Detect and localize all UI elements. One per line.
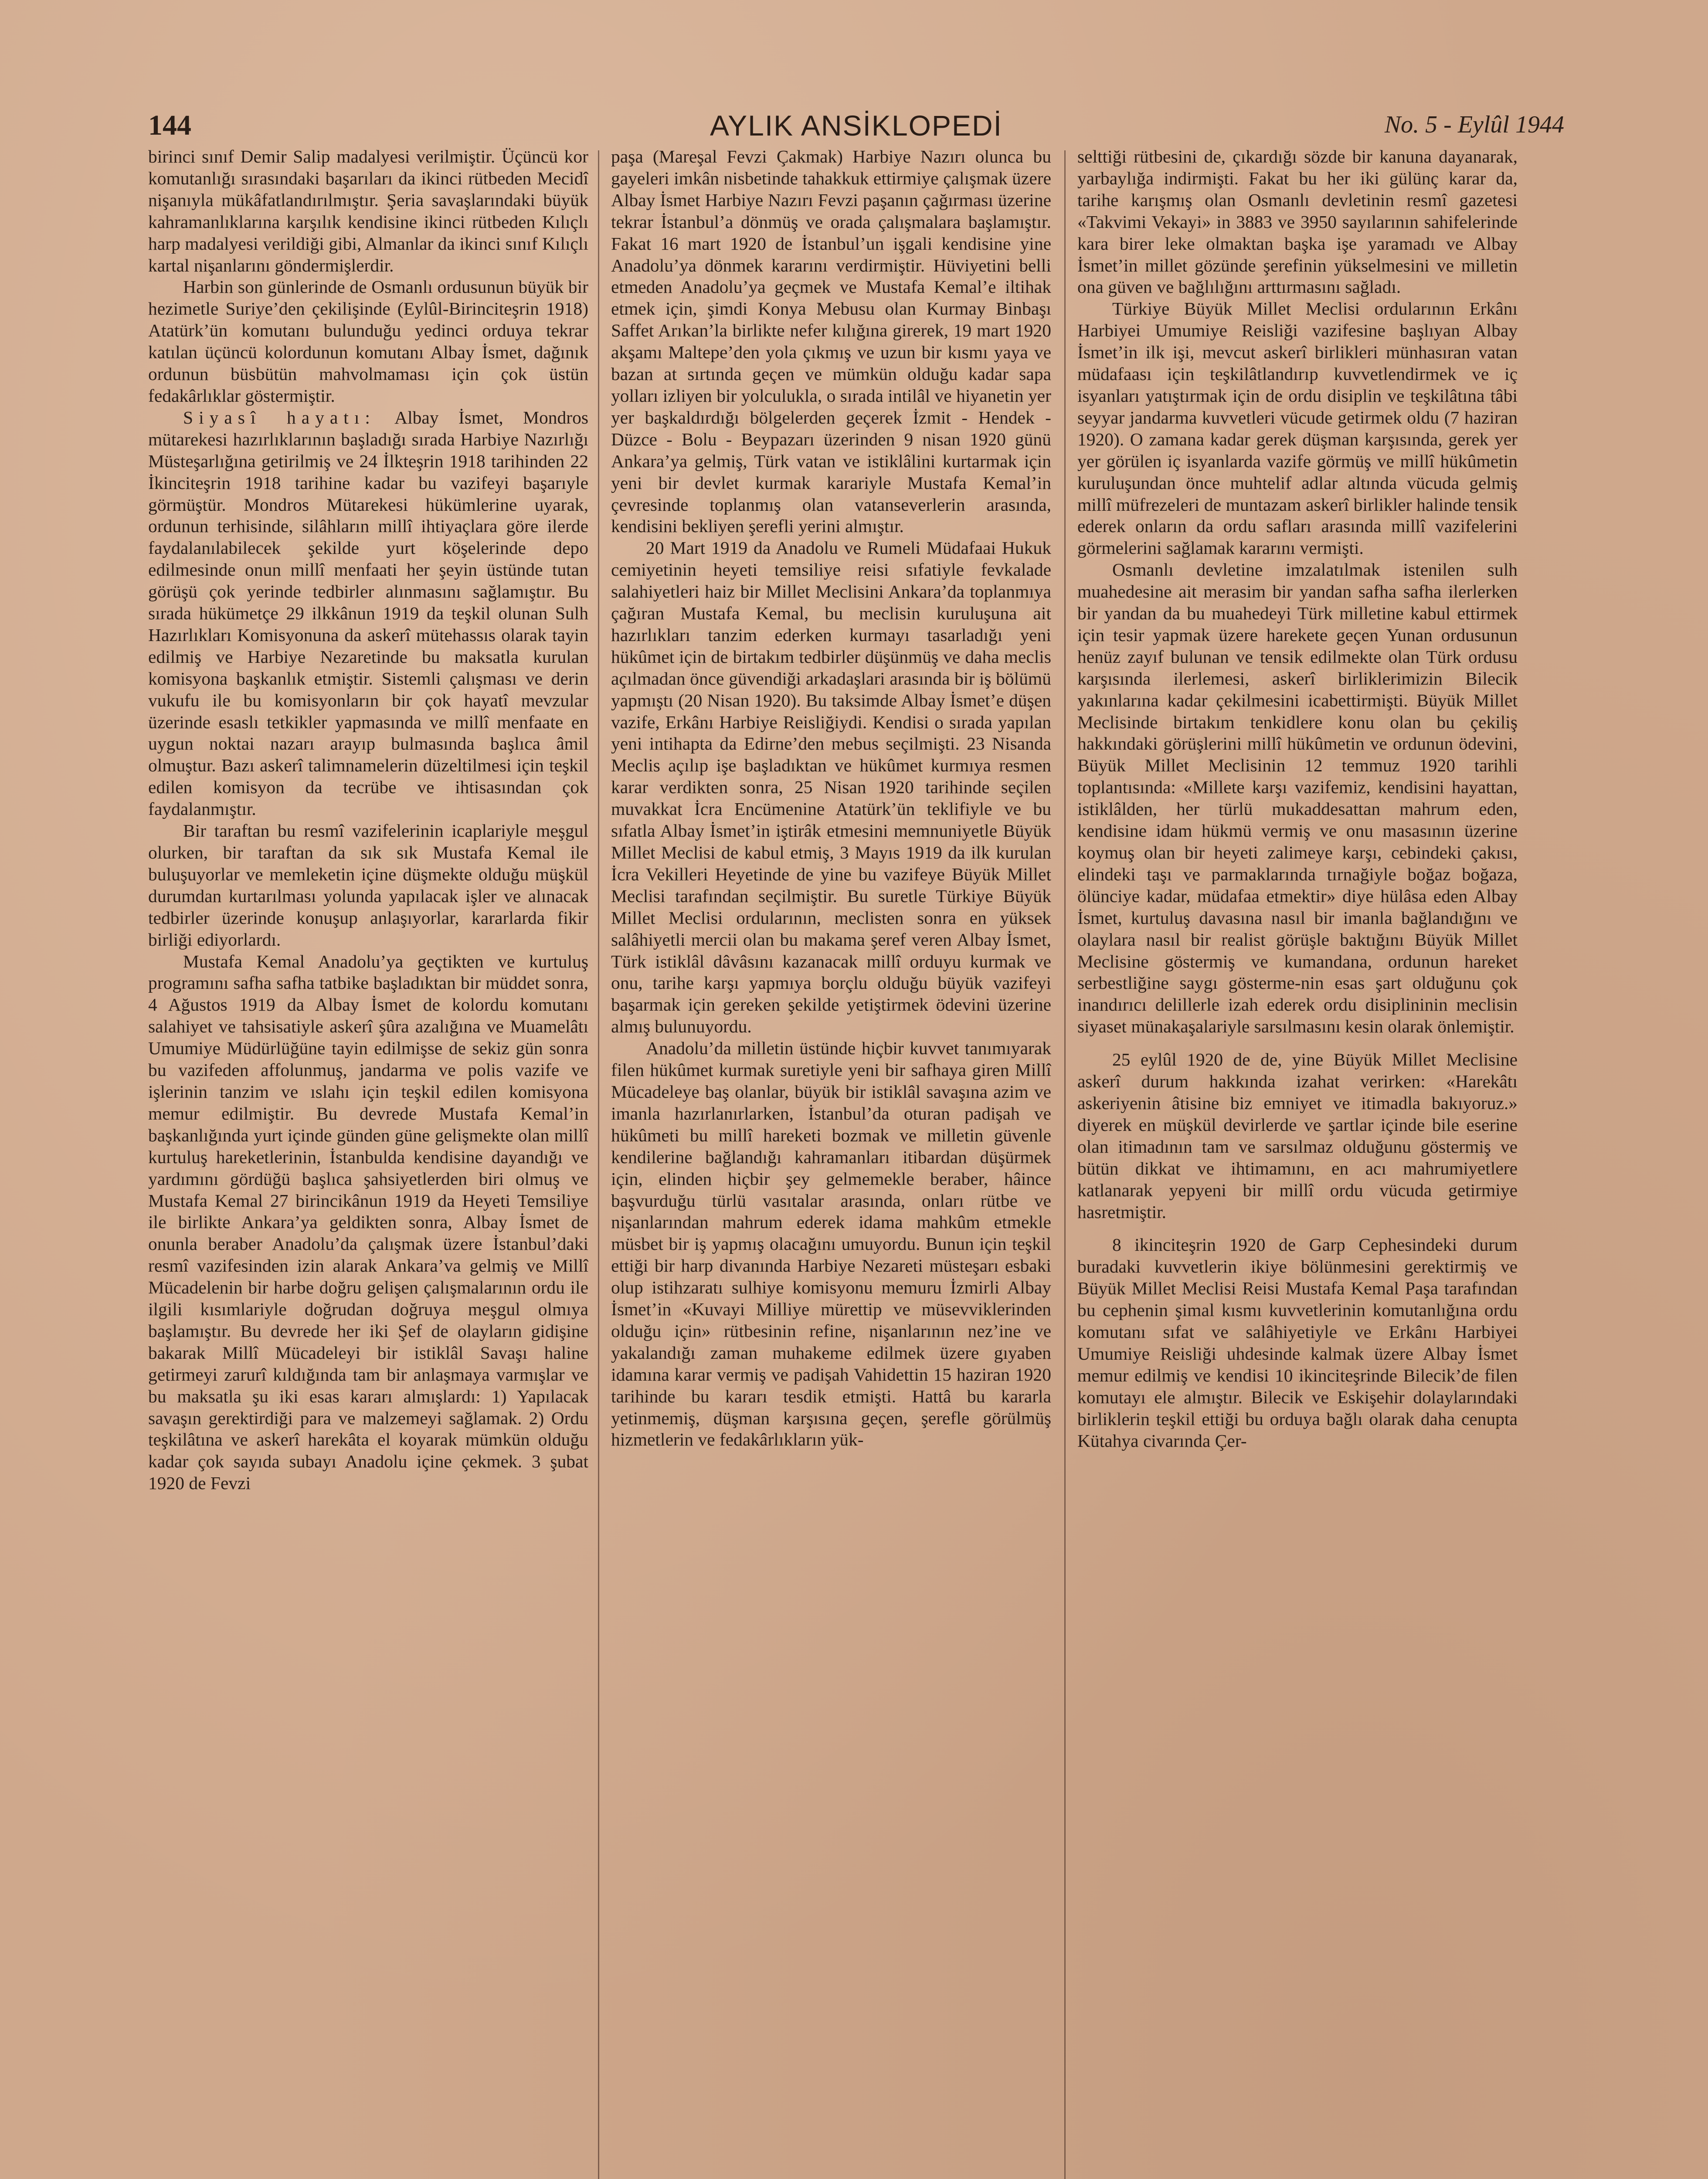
section-lead: Siyasî hayatı: (183, 407, 376, 428)
issue-info: No. 5 - Eylûl 1944 (1384, 111, 1564, 138)
paragraph (611, 146, 1051, 537)
paragraph-text: Türkiye Büyük Millet Meclisi ordularının Erkânı Harbiyei Umumiye Reisliği vazifesine başlıyan Albay İsmet’in ilk işi, mevcut askerî birlikleri münhasıran vatan müdafaası için teşkilâtlandırıp kuvvetlendirmek ve iç isyanları yatıştırmak için de ordu disiplin ve teşkilâtına tâbi seyyar jandarma kuvvetleri vücude getirmek oldu (7 haziran 1920). O zamana kadar gerek düşman karşısında, gerek yer yer görülen iç isyanlarda vazife görmüş ve millî hükûmetin kuruluşundan önce muhtelif adlar altında vücuda gelmiş millî müfrezeleri de muntazam askerî birlikler halinde tensik ederek onların da ordu safları arasında millî vazifelerini görmelerini sağlamak kararını vermişti. (1077, 299, 1518, 558)
paragraph (1077, 1049, 1518, 1223)
paragraph (148, 276, 588, 407)
paragraph-text: Albay İsmet, Mondros mütarekesi hazırlıklarının başladığı sırada Harbiye Nazırlığı Müsteşarlığına getirilmiş ve 24 İlkteşrin 1918 tarihinden 22 İkinciteşrin 1918 tarihine kadar bu vazifeyi başarıyle görmüştür. Mondros Mütarekesi hükümlerine uyarak, ordunun terhisinde, silâhların millî ihtiyaçlara göre ilerde faydalanılabilecek şekilde yurt köşelerinde depo edilmesinde onun millî menfaati her şeyin üstünde tutan görüşü çok yerinde tedbirler alınmasını sağlamıştır. Bu sırada hükümetçe 29 ilkkânun 1919 da teşkil olunan Sulh Hazırlıkları Komisyonuna da askerî mütehassıs olarak tayin edilmiş ve Harbiye Nezaretinde bu maksatla kurulan komisyona başkanlık etmiştir. Sistemli çalışması ve derin vukufu ile bu komisyonların bir çok hayatî mevzular üzerinde esaslı tetkikler yapmasında ve millî menfaate en uygun noktai nazarı arayıp bulmasında başlıca âmil olmuştur. Bazı askerî talimnamelerin düzeltilmesi için teşkil edilen komisyon da tecrübe ve ihtisasından çok faydalanmıştır. (148, 407, 588, 819)
paragraph-text: selttiği rütbesini de, çıkardığı sözde bir kanuna dayanarak, yarbaylığa indirmişti. Fakat bu her iki gülünç karar da, tarihe karışmış olan Osmanlı devletinin resmî gazetesi «Takvimi Vekayi» in 3883 ve 3950 sayılarının sahifelerinde kara birer leke olmaktan başka işe yaramadı ve Albay İsmet’in millet gözünde şerefinin yükselmesini ve milletin ona güven ve bağlılığını arttırmasını sağladı. (1077, 146, 1518, 297)
paragraph-text: birinci sınıf Demir Salip madalyesi verilmiştir. Üçüncü kor komutanlığı sırasındaki başarıları da ikinci rütbeden Mecidî nişanıyla mükâfatlandırılmıştır. Şeria savaşlarındaki büyük kahramanlıklarına karşılık kendisine ikinci rütbeden Kılıçlı harp madalyesi verildiği gibi, Almanlar da ikinci sınıf Kılıçlı kartal nişanlarını göndermişlerdir. (148, 146, 588, 275)
paragraph (611, 1038, 1051, 1451)
paragraph (1077, 559, 1518, 1038)
paragraph (1077, 298, 1518, 559)
column-rule (598, 150, 599, 2179)
paragraph (611, 537, 1051, 1038)
paragraph-text: Mustafa Kemal Anadolu’ya geçtikten ve kurtuluş programını safha safha tatbike başladıktan bir müddet sonra, 4 Ağustos 1919 da Albay İsmet de kolordu komutanı salahiyet ve tahsisatiyle askerî şûra azalığına ve Muamelâtı Umumiye Müdürlüğüne tayin edilmişse de sekiz gün sonra bu vazifeden affolunmuş, jandarma ve polis vazife ve işlerinin tanzim ve ıslahı için teşkil edilen komisyona memur edilmiştir. Bu devrede Mustafa Kemal’in başkanlığında yurt içinde günden güne gelişmekte olan millî kurtuluş hareketlerinin, İstanbulda kendisine dayandığı ve yardımını gördüğü başlıca şahsiyetlerden biri olmuş ve Mustafa Kemal 27 birincikânun 1919 da Heyeti Temsiliye ile birlikte Ankara’ya geldikten sonra, Albay İsmet de onunla beraber Anadolu’da çalışmak üzere İstanbul’daki resmî vazifesinden izin alarak Ankara’va gelmiş ve Millî Mücadelenin bir harbe doğru gelişen çalışmalarının ordu ile ilgili kısımlariyle doğrudan doğruya meşgul olmıya başlamıştır. Bu devrede her iki Şef de olayların gidişine bakarak Millî Mücadeleyi bir istiklâl Savaşı haline getirmeyi zarurî kıldığında tam bir anlaşmaya varmışlar ve bu maksatla şu iki esas kararı almışlardı: 1) Yapılacak savaşın gerektirdiği para ve malzemeyi sağlamak. 2) Ordu teşkilâtına ve askerî harekâta el koyarak mümkün olduğu kadar çok sayıda subayı Anadolu içine çekmek. 3 şubat 1920 de Fevzi (148, 951, 588, 1493)
text-column-left (148, 146, 588, 2179)
journal-title: AYLIK ANSİKLOPEDİ (710, 109, 1003, 142)
paragraph (1077, 146, 1518, 298)
paragraph-text: Osmanlı devletine imzalatılmak istenilen sulh muahedesine ait merasim bir yandan safha safha ilerlerken bir yandan da bu muahedeyi Türk milletine kabul ettirmek için tesir yapmak üzere harekete geçen Yunan ordusunun henüz zayıf bulunan ve tensik edilmekte olan Türk ordusu karşısında ilerlemesi, askerî birliklerimizin Bilecik yakınlarına kadar çekilmesini icabettirmişti. Büyük Millet Meclisinde birtakım tenkidlere konu olan bu çekiliş hakkındaki görüşlerini millî hükûmetin ve ordunun ödevini, Büyük Millet Meclisinin 12 temmuz 1920 tarihli toplantısında: «Millete karşı vazifemiz, kendisini hayattan, istiklâlden, her türlü mukaddesattan mahrum eden, kendisine idam hükmü vermiş ve onu masasının üzerine koymuş olan bir heyeti zalimeye karşı, cebindeki çakısı, elindeki taşı ve parmaklarında tırnağiyle boğaz boğaza, ölünciye kadar, müdafaa etmektir» diye hülâsa eden Albay İsmet, kurtuluş davasına nasıl bir imanla bağlandığını ve olaylara nasıl bir realist görüşle baktığını Büyük Millet Meclisine göstermiş ve kumandana, ordunun hareket serbestliğine saygı gösterme-nin esas şart olduğunu çok inandırıcı delillerle izah ederek ordu disiplininin meclisin siyaset münakaşalariyle sarsılmasını kesin olarak önlemiştir. (1077, 560, 1518, 1037)
page-number: 144 (148, 109, 191, 141)
paragraph (148, 146, 588, 276)
text-column-middle (611, 146, 1051, 2179)
paragraph (148, 820, 588, 950)
paragraph (148, 951, 588, 1495)
column-rule (1064, 150, 1066, 2179)
paragraph-text: 20 Mart 1919 da Anadolu ve Rumeli Müdafaai Hukuk cemiyetinin heyeti temsiliye reisi sıfatiyle fevkalade salahiyetleri haiz bir Millet Meclisini Ankara’da toplanmıya çağıran Mustafa Kemal, bu meclisin kuruluşuna ait hazırlıkları tanzim ederken kurmayı tasarladığı yeni hükûmet için de birtakım tedbirler düşünmüş ve daha meclis açılmadan önce güvendiği arkadaşlari arasında bir iş bölümü yapmıştı (20 Nisan 1920). Bu taksimde Albay İsmet’e düşen vazife, Erkânı Harbiye Reisliğiydi. Kendisi o sırada yapılan yeni intihapta da Edirne’den mebus seçilmişti. 23 Nisanda Meclis açılıp işe başladıktan ve hükûmet kurmıya resmen karar verdikten sonra, 25 Nisan 1920 tarihinde seçilen muvakkat İcra Encümenine Atatürk’ün teklifiyle ve bu sıfatla Albay İsmet’in iştirâk etmesini memnuniyetle Büyük Millet Meclisi de kabul etmiş, 3 Mayıs 1919 da ilk kurulan İcra Vekilleri Heyetinde de yine bu vazifeye Büyük Millet Meclisi tarafından seçilmiştir. Bu suretle Türkiye Büyük Millet Meclisi ordularının, meclisten sonra en yüksek salâhiyetli mercii olan bu makama şeref veren Albay İsmet, Türk istiklâl dâvâsını kazanacak millî orduyu kurmak ve onu, tarihe karşı yapmıya borçlu olduğu büyük vazifeyi başarmak için gereken şekilde yetiştirmek ödevini üzerine almış bulunuyordu. (611, 538, 1051, 1037)
text-column-right (1077, 146, 1518, 2179)
paragraph-text: Bir taraftan bu resmî vazifelerinin icaplariyle meşgul olurken, bir taraftan da sık sık Mustafa Kemal ile buluşuyorlar ve memleketin içine düşmekte olduğu müşkül durumdan kurtarılması yolunda yapılacak işler ve alınacak tedbirler üzerinde konuşup anlaşıyorlar, kararlarda fikir birliği ediyorlardı. (148, 821, 588, 950)
paragraph-text: Harbin son günlerinde de Osmanlı ordusunun büyük bir hezimetle Suriye’den çekilişinde (Eylûl-Birinciteşrin 1918) Atatürk’ün komutanı bulunduğu yedinci orduya tekrar katılan üçüncü kolordunun komutanı Albay İsmet, dağınık ordunun büsbütün mahvolmaması için çok üstün fedakârlıklar göstermiştir. (148, 277, 588, 406)
paragraph-text: 8 ikinciteşrin 1920 de Garp Cephesindeki durum buradaki kuvvetlerin ikiye bölünmesini gerektirmiş ve Büyük Millet Meclisi Reisi Mustafa Kemal Paşa tarafından bu cephenin şimal kısmı kuvvetlerinin komutanlığına ordu komutanı sıfat ve salâhiyetiyle ve Erkânı Harbiyei Umumiye Reisliği uhdesinde kalmak üzere Albay İsmet memur edilmiş ve kendisi 10 ikinciteşrinde Bilecik’de filen komutayı ele almıştır. Bilecik ve Eskişehir dolaylarındaki birliklerin teşkil ettiği bu orduya bağlı olarak daha cenupta Kütahya civarında Çer- (1077, 1235, 1518, 1451)
paragraph-text: Anadolu’da milletin üstünde hiçbir kuvvet tanımıyarak filen hükûmet kurmak suretiyle yeni bir safhaya giren Millî Mücadeleye baş olanlar, büyük bir istiklâl savaşına azim ve imanla hazırlanırlarken, İstanbul’da oturan padişah ve hükûmeti bu millî hareketi bozmak ve milletin güvenle kendilerine bağlandığı kahramanları itibardan düşürmek için, elinden hiçbir şey gelmemekle beraber, hâince başvurduğu türlü vasıtalar arasında, onları rütbe ve nişanlarından mahrum ederek idama mahkûm etmekle müsbet bir iş yapmış olacağını umuyordu. Bunun için teşkil ettiği bir harp divanında Harbiye Nezareti müsteşarı esbaki olup istihzaratı sulhiye komisyonu memuru İzmirli Albay İsmet’in «Kuvayi Milliye mürettip ve müsevviklerinden olduğu için» rütbesinin refine, nişanlarının nez’ine ve yakalandığı zaman muhakeme edilmek üzere gıyaben idamına karar vermiş ve padişah Vahidettin 15 haziran 1920 tarihinde bu kararı tesdik etmişti. Hattâ bu kararla yetinmemiş, düşman karşısına geçen, şerefle görülmüş hizmetlerin ve fedakârlıkların yük- (611, 1038, 1051, 1450)
paragraph (148, 407, 588, 820)
page-header (148, 109, 1564, 144)
paragraph-text: paşa (Mareşal Fevzi Çakmak) Harbiye Nazırı olunca bu gayeleri imkân nisbetinde tahakkuk ettirmiye çalışmak üzere Albay İsmet Harbiye Nazırı Fevzi paşanın çağırması üzerine tekrar İstanbul’a dönmüş ve orada çalışmalara başlamıştır. Fakat 16 mart 1920 de İstanbul’un işgali kendisine yine Anadolu’ya dönmek kararını verdirmiştir. Hüviyetini belli etmeden Anadolu’ya geçmek ve Mustafa Kemal’e iltihak etmek için, şimdi Konya Mebusu olan Kurmay Binbaşı Saffet Arıkan’la birlikte nefer kılığına girerek, 19 mart 1920 akşamı Maltepe’den yola çıkmış ve uzun bir kısmı yaya ve bazan at sırtında geçen ve mümkün olduğu kadar sapa yolları izliyen bir yolculukla, o sırada intilâl ve hiyanetin yer yer başkaldırdığı bölgelerden geçerek İzmit - Hendek - Düzce - Bolu - Beypazarı üzerinden 9 nisan 1920 günü Ankara’ya gelmiş, Türk vatan ve istiklâlini kurtarmak için yeni bir devlet kurmak karariyle Mustafa Kemal’in çevresinde toplanmış olan vatanseverlerin arasında, kendisini bekliyen şerefli yerini almıştır. (611, 146, 1051, 536)
paragraph-text: 25 eylûl 1920 de de, yine Büyük Millet Meclisine askerî durum hakkında izahat verirken: «Harekâtı askeriyenin âtisine biz emniyet ve itimadla bakıyoruz.» diyerek en müşkül devirlerde ve şartlar içinde bile eserine olan itimadının tam ve sarsılmaz olduğunu göstermiş ve bütün dikkat ve ihtimamını, en acı mahrumiyetlere katlanarak yepyeni bir millî ordu vücuda getirmiye hasretmiştir. (1077, 1049, 1518, 1222)
paragraph (1077, 1234, 1518, 1452)
